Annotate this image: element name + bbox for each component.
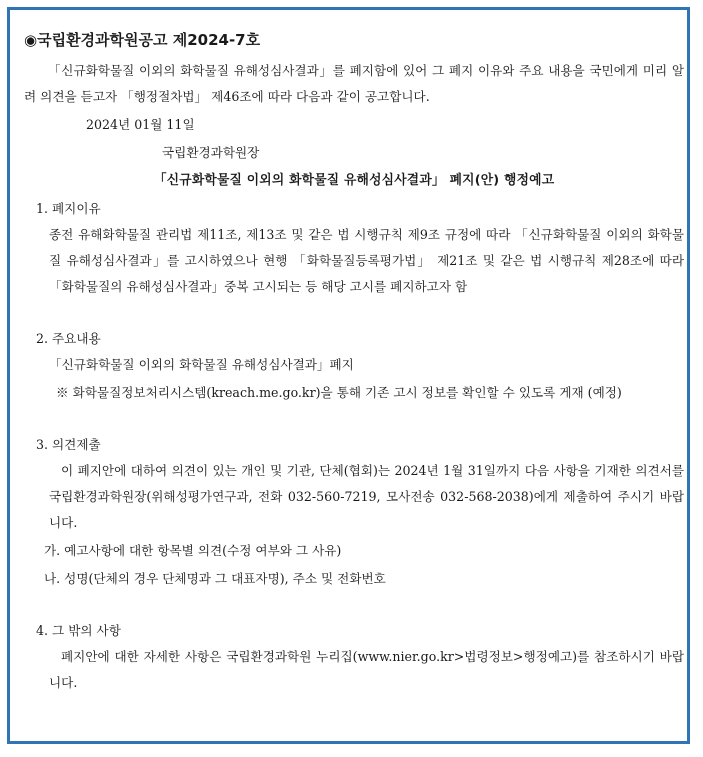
notice-document (24, 28, 684, 696)
section-opinion-item-a: 가. 예고사항에 대한 항목별 의견(수정 여부와 그 사유) (44, 543, 342, 558)
spacer (24, 406, 684, 432)
section-reason-title: 1. 폐지이유 (36, 201, 101, 216)
spacer (24, 300, 684, 326)
section-opinion-item-b: 나. 성명(단체의 경우 단체명과 그 대표자명), 주소 및 전화번호 (44, 571, 386, 586)
section-content-note: ※ 화학물질정보처리시스템(kreach.me.go.kr)을 통해 기존 고시 정보를 확인할 수 있도록 게재 (예정) (56, 385, 622, 400)
notice-intro: 「신규화학물질 이외의 화학물질 유해성심사결과」를 폐지함에 있어 그 폐지 이유와 주요 내용을 국민에게 미리 알려 의견을 듣고자 「행정절차법」 제46조에 따라 다음과 같이 공고합니다. (24, 63, 684, 104)
notice-issuer: 국립환경과학원장 (162, 145, 260, 160)
section-content-title: 2. 주요내용 (36, 331, 101, 346)
section-opinion-title: 3. 의견제출 (36, 437, 101, 452)
section-other-title: 4. 그 밖의 사항 (36, 623, 121, 638)
section-content-body: 「신규화학물질 이외의 화학물질 유해성심사결과」폐지 (49, 357, 354, 372)
section-other-body: 폐지안에 대한 자세한 사항은 국립환경과학원 누리집(www.nier.go.kr>법령정보>행정예고)를 참조하시기 바랍니다. (49, 649, 684, 690)
spacer (24, 592, 684, 618)
notice-date: 2024년 01월 11일 (86, 117, 195, 132)
notice-heading: 「신규화학물질 이외의 화학물질 유해성심사결과」 폐지(안) 행정예고 (153, 173, 555, 188)
section-opinion-body: 이 폐지안에 대하여 의견이 있는 개인 및 기관, 단체(협회)는 2024년 1월 31일까지 다음 사항을 기재한 의견서를 국립환경과학원장(위해성평가연구과, 전화 032-560-7219, 모사전송 032-568-2038)에게 제출하여 주시기 바랍니다. (49, 463, 684, 530)
section-reason-body: 종전 유해화학물질 관리법 제11조, 제13조 및 같은 법 시행규칙 제9조 규정에 따라 「신규화학물질 이외의 화학물질 유해성심사결과」를 고시하였으나 현행 「화학물질등록평가법」 제21조 및 같은 법 시행규칙 제28조에 따라「화학물질의 유해성심사결과」중복 고시되는 등 해당 고시를 폐지하고자 함 (49, 227, 684, 294)
notice-title: ◉국립환경과학원공고 제2024-7호 (24, 31, 261, 49)
